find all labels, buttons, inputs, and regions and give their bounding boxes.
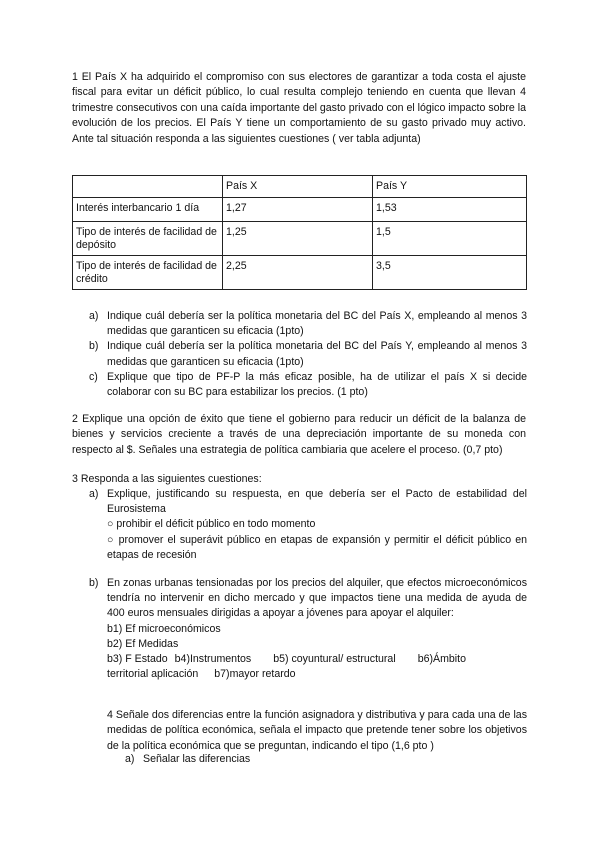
sub-item-b4: b4)Instrumentos	[174, 653, 252, 666]
table-cell: 2,25	[223, 256, 373, 290]
list-marker: a)	[125, 753, 135, 765]
list-marker: c)	[89, 370, 98, 383]
sub-item-b6-cont: territorial aplicación	[107, 668, 199, 681]
list-marker: a)	[89, 310, 99, 322]
sub-item-b2: b2) Ef Medidas	[107, 637, 179, 650]
sub-item-b1: b1) Ef microeconómicos	[107, 622, 221, 635]
question-1-items	[72, 309, 527, 400]
table-cell: 1,5	[373, 222, 527, 256]
question-3-item-a	[72, 487, 527, 563]
table-cell: 1,27	[223, 198, 373, 222]
table-cell: 1,53	[373, 198, 527, 222]
list-item	[72, 339, 527, 369]
sub-item-b6: b6)Ámbito	[417, 653, 466, 666]
list-item-text: Indique cuál debería ser la política monetaria del BC del País X, empleando al menos 3 medidas que garanticen su eficacia (1pto)	[107, 310, 527, 338]
list-item-text: Señalar las diferencias	[143, 753, 251, 765]
list-item-text: Indique cuál debería ser la política monetaria del BC del País Y, empleando al menos 3 medidas que garanticen su eficacia (1pto)	[107, 340, 527, 368]
table-header-row	[73, 176, 527, 198]
sub-items-b3-b6	[107, 652, 527, 667]
sub-items-b6-b7	[107, 667, 527, 682]
sub-item-b5: b5) coyuntural/ estructural	[273, 653, 396, 666]
table-header-cell	[73, 176, 223, 198]
question-4-item-a	[125, 752, 250, 767]
sub-item-b3: b3) F Estado	[107, 653, 168, 666]
list-item	[72, 309, 527, 339]
list-item-text: En zonas urbanas tensionadas por los precios del alquiler, que efectos microeconómicos tendría no intervenir en dicho mercado y que impactos tiene una medida de ayuda de 400 euros mensuales dirigidas a apoyar a jóvenes para apoyar el alquiler:	[107, 577, 527, 620]
list-item	[72, 370, 527, 400]
table-cell: Tipo de interés de facilidad de depósito	[73, 222, 223, 256]
list-marker: b)	[89, 340, 99, 353]
option-2: ○ promover el superávit público en etapas de expansión y permitir el déficit público en etapas de recesión	[107, 533, 527, 561]
table-row	[73, 256, 527, 290]
question-1-intro: 1 El País X ha adquirido el compromiso con sus electores de garantizar a toda costa el ajuste fiscal para evitar un déficit público, lo cual resulta complejo teniendo en cuenta que llevan 4 trimestre consecutivos con una caída importante del gasto privado con el lógico impacto sobre la evolución de los precios. El País Y tiene un comportamiento de su gasto privado muy activo. Ante tal situación responda a las siguientes cuestiones ( ver tabla adjunta)	[72, 71, 527, 145]
list-item-text: Explique que tipo de PF-P la más eficaz posible, ha de utilizar el país X si decide colaborar con su BC para estabilizar los precios. (1 pto)	[107, 370, 527, 399]
table-cell: Tipo de interés de facilidad de crédito	[73, 256, 223, 290]
table-row	[73, 222, 527, 256]
option-1: ○ prohibir el déficit público en todo momento	[107, 518, 316, 531]
question-3-intro: 3 Responda a las siguientes cuestiones:	[72, 473, 262, 485]
interest-rate-table	[72, 175, 527, 290]
question-2: 2 Explique una opción de éxito que tiene el gobierno para reducir un déficit de la balanza de bienes y servicios creciente a través de una depreciación importante de su moneda con respecto al $. Señales una estrategia de política cambiaria que acelere el proceso. (0,7 pto)	[72, 413, 526, 456]
sub-item-b7: b7)mayor retardo	[214, 668, 296, 681]
list-item	[72, 487, 527, 563]
table-row	[73, 198, 527, 222]
list-item	[72, 576, 527, 682]
question-4: 4 Señale dos diferencias entre la función asignadora y distributiva y para cada una de las medidas de política económica, señala el impacto que pretende tener sobre los objetivos de la política económica que se preguntan, indicando el tipo (1,6 pto )	[107, 709, 527, 752]
table-cell: Interés interbancario 1 día	[73, 198, 223, 222]
list-marker: a)	[89, 488, 99, 500]
list-item-text: Explique, justificando su respuesta, en que debería ser el Pacto de estabilidad del Eurosistema	[107, 488, 527, 516]
table-cell: 3,5	[373, 256, 527, 290]
question-3-item-b	[72, 576, 527, 682]
list-marker: b)	[89, 577, 99, 589]
table-cell: 1,25	[223, 222, 373, 256]
table-header-cell: País Y	[373, 176, 527, 198]
table-header-cell: País X	[223, 176, 373, 198]
